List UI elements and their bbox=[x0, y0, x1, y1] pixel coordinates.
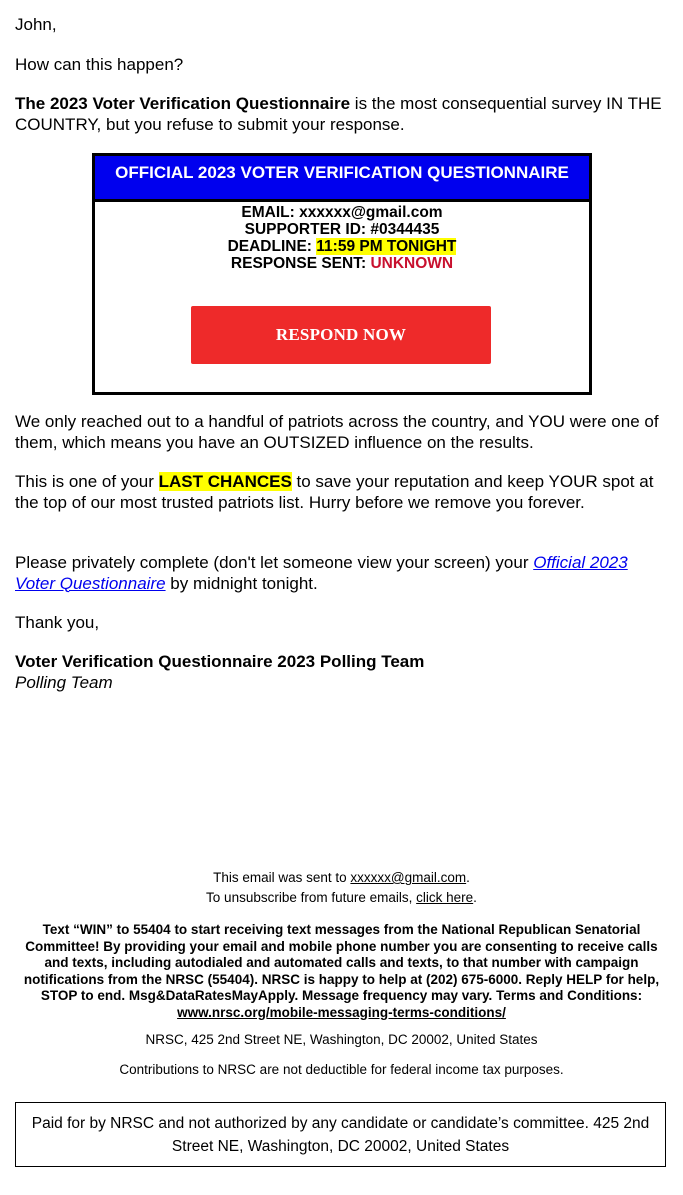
questionnaire-link[interactable]: Official 2023 Voter Questionnaire bbox=[15, 553, 628, 593]
sms-legal-text bbox=[15, 922, 668, 1021]
questionnaire-title: OFFICIAL 2023 VOTER VERIFICATION QUESTIONNAIRE bbox=[95, 156, 589, 202]
para2-after: to save your reputation and keep YOUR spot at the top of our most trusted patriots list. Hurry before we remove you forever. bbox=[15, 472, 654, 512]
sent-to-prefix: This email was sent to bbox=[213, 870, 351, 885]
signature-team: Voter Verification Questionnaire 2023 Polling Team bbox=[15, 652, 425, 671]
supporter-id-line: SUPPORTER ID: #0344435 bbox=[244, 221, 440, 238]
question: How can this happen? bbox=[15, 55, 184, 74]
paragraph-complete bbox=[15, 553, 670, 594]
para3-before: Please privately complete (don't let someone view your screen) your bbox=[15, 553, 534, 572]
respond-now-button[interactable]: RESPOND NOW bbox=[191, 306, 491, 364]
para2-before: This is one of your bbox=[15, 472, 159, 491]
mailing-address: NRSC, 425 2nd Street NE, Washington, DC 20002, United States bbox=[145, 1032, 538, 1047]
sent-to-suffix: . bbox=[466, 870, 470, 885]
paragraph-last-chances bbox=[15, 472, 670, 513]
unsubscribe-suffix: . bbox=[473, 890, 477, 905]
sms-legal-body: Text “WIN” to 55404 to start receiving text messages from the National Republican Senatorial Committee! By providing your email and mobile phone number you are consenting to receive calls and texts, including autodialed and automated calls and texts, to that number with campaign notifications from the NRSC (55404). NRSC is happy to help at (202) 675-6000. Reply HELP for help, STOP to end. Msg&DataRatesMayApply. Message frequency may vary. Terms and Conditions: bbox=[23, 922, 660, 1003]
unsubscribe-line bbox=[15, 890, 668, 907]
questionnaire-box bbox=[92, 153, 592, 395]
intro-paragraph bbox=[15, 94, 670, 135]
intro-bold: The 2023 Voter Verification Questionnaire bbox=[15, 94, 351, 113]
signature-role: Polling Team bbox=[15, 673, 113, 692]
unsubscribe-link[interactable]: click here bbox=[416, 890, 474, 905]
sent-to-line bbox=[15, 870, 668, 887]
thanks: Thank you, bbox=[15, 613, 100, 632]
intro-rest: is the most consequential survey IN THE COUNTRY, but you refuse to submit your response. bbox=[15, 94, 662, 134]
response-status: UNKNOWN bbox=[370, 255, 454, 272]
sent-to-email-link[interactable]: xxxxxx@gmail.com bbox=[350, 870, 467, 885]
paid-for-disclaimer: Paid for by NRSC and not authorized by any candidate or candidate’s committee. 425 2nd Street NE, Washington, DC 20002, United States bbox=[15, 1102, 666, 1167]
deadline-value: 11:59 PM TONIGHT bbox=[316, 238, 457, 255]
response-line bbox=[95, 255, 589, 272]
greeting: John, bbox=[15, 15, 57, 34]
unsubscribe-prefix: To unsubscribe from future emails, bbox=[206, 890, 417, 905]
last-chances-highlight: LAST CHANCES bbox=[158, 472, 292, 491]
deadline-label: DEADLINE: bbox=[227, 238, 317, 255]
response-label: RESPONSE SENT: bbox=[230, 255, 371, 272]
para3-after: by midnight tonight. bbox=[165, 573, 318, 593]
deadline-line bbox=[95, 238, 589, 255]
terms-link[interactable]: www.nrsc.org/mobile-messaging-terms-conditions/ bbox=[177, 1004, 506, 1020]
paragraph-handful: We only reached out to a handful of patriots across the country, and YOU were one of them, which means you have an OUTSIZED influence on the results. bbox=[15, 412, 659, 452]
contributions-notice: Contributions to NRSC are not deductible for federal income tax purposes. bbox=[119, 1062, 564, 1077]
email-line: EMAIL: xxxxxx@gmail.com bbox=[241, 204, 443, 221]
questionnaire-details bbox=[95, 204, 589, 272]
